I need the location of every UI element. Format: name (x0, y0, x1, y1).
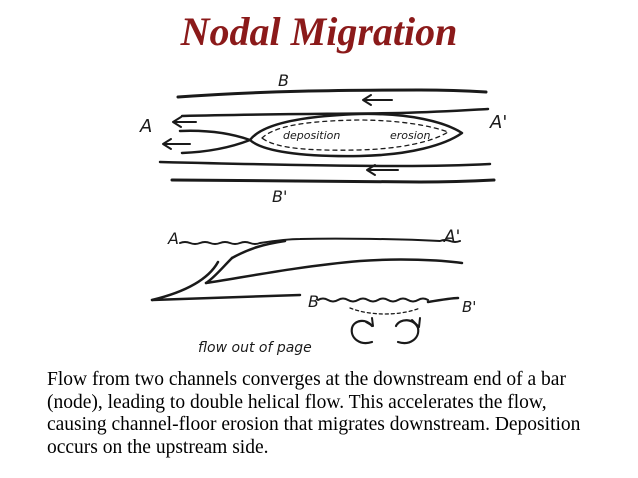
cross-section-bank (428, 298, 458, 302)
label-erosion: erosion (390, 129, 431, 142)
label-a-plan: A (140, 116, 153, 137)
flow-arrow-upper (363, 95, 392, 105)
label-b-prime-cross: B' (462, 298, 477, 316)
label-a-prime-plan: A' (490, 112, 508, 133)
label-b-plan: B (278, 71, 289, 90)
plan-view (139, 71, 507, 206)
cross-section-floor (152, 295, 300, 300)
label-flow-out-of-page: flow out of page (198, 340, 312, 356)
helix-left-icon (352, 318, 373, 343)
slide-title: Nodal Migration (180, 9, 458, 54)
flow-arrow-left-upper (173, 117, 196, 127)
label-b-prime-plan: B' (272, 187, 288, 206)
caption-text: Flow from two channels converges at the downstream end of a bar (node), leading to double helical flow. This accelerates the flow, causing channel-floor erosion that migrates downstream. Deposition occurs on the upstream side. (47, 369, 581, 458)
long-section-surface (180, 239, 460, 244)
cross-section-bed (350, 308, 420, 314)
flow-arrow-left-lower (163, 139, 190, 149)
long-section-bed (206, 260, 462, 283)
converging-lower-arm (182, 140, 250, 153)
label-a-prime-long: A' (444, 227, 461, 247)
upper-bank-outer (178, 90, 486, 97)
label-b-cross: B (308, 292, 319, 311)
converging-upper-arm (180, 131, 250, 140)
lower-bank-outer (172, 180, 494, 182)
label-deposition: deposition (283, 129, 341, 142)
cross-section (152, 292, 476, 356)
lower-channel-line (160, 162, 490, 166)
label-a-long: A (168, 229, 179, 248)
long-section (152, 227, 462, 300)
cross-section-water (318, 299, 428, 302)
helix-right-icon (396, 318, 420, 343)
